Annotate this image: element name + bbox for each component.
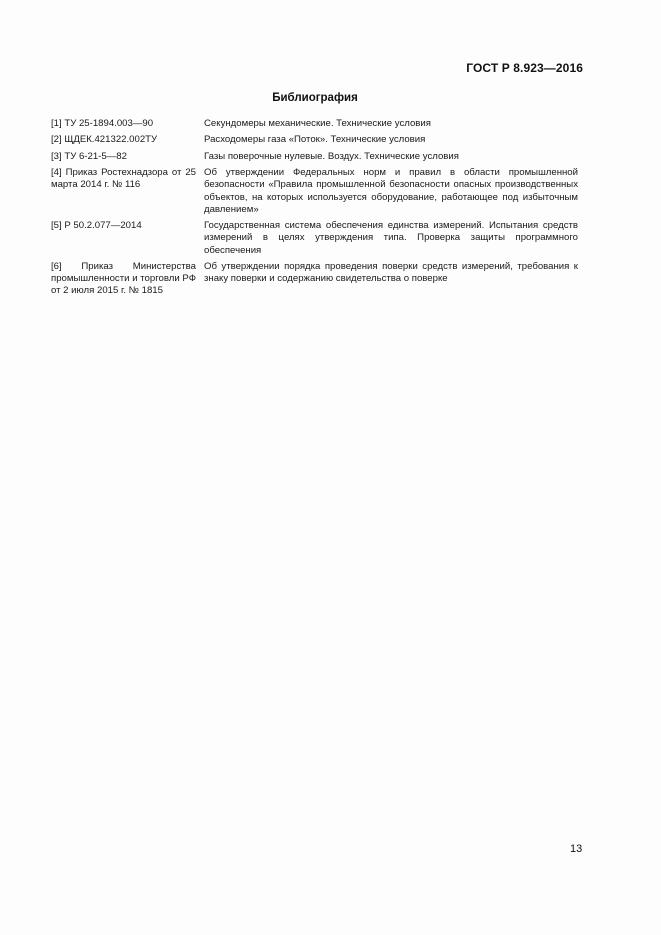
bibliography-description: Секундомеры механические. Технические условия — [204, 118, 431, 129]
bibliography-description: Об утверждении Федеральных норм и правил в области промышленной безопасности «Правила промышленной безопасности опасных производственных объектов, на которых используется оборудование, работающее под избыточным давлением» — [204, 167, 578, 215]
bibliography-ref: [4] Приказ Ростехнадзора от 25 марта 2014 г. № 116 — [51, 167, 196, 191]
section-title: Библиография — [272, 92, 358, 104]
page-number: 13 — [570, 843, 583, 855]
bibliography-entry — [51, 167, 578, 216]
bibliography-entry — [51, 151, 578, 163]
bibliography-entry — [51, 220, 578, 257]
bibliography-ref: [6] Приказ Министерства промышленности и торговли РФ от 2 июля 2015 г. № 1815 — [51, 260, 196, 297]
bibliography-list — [51, 118, 578, 302]
bibliography-description: Государственная система обеспечения единства измерений. Испытания средств измерений в целях утверждения типа. Проверка защиты программного обеспечения — [204, 220, 578, 256]
bibliography-entry — [51, 134, 578, 146]
bibliography-entry — [51, 261, 578, 298]
bibliography-description: Газы поверочные нулевые. Воздух. Технические условия — [204, 150, 459, 162]
bibliography-description: Об утверждении порядка проведения поверки средств измерений, требования к знаку поверки и содержанию свидетельства о поверке — [204, 260, 578, 285]
bibliography-ref: [3] ТУ 6-21-5—82 — [51, 150, 127, 162]
bibliography-ref: [1] ТУ 25-1894.003—90 — [51, 118, 154, 129]
document-code: ГОСТ Р 8.923—2016 — [466, 61, 583, 75]
bibliography-entry — [51, 118, 578, 130]
bibliography-ref: [2] ЩДЕК.421322.002ТУ — [51, 134, 158, 146]
bibliography-ref: [5] Р 50.2.077—2014 — [51, 220, 142, 232]
bibliography-description: Расходомеры газа «Поток». Технические условия — [204, 134, 426, 146]
